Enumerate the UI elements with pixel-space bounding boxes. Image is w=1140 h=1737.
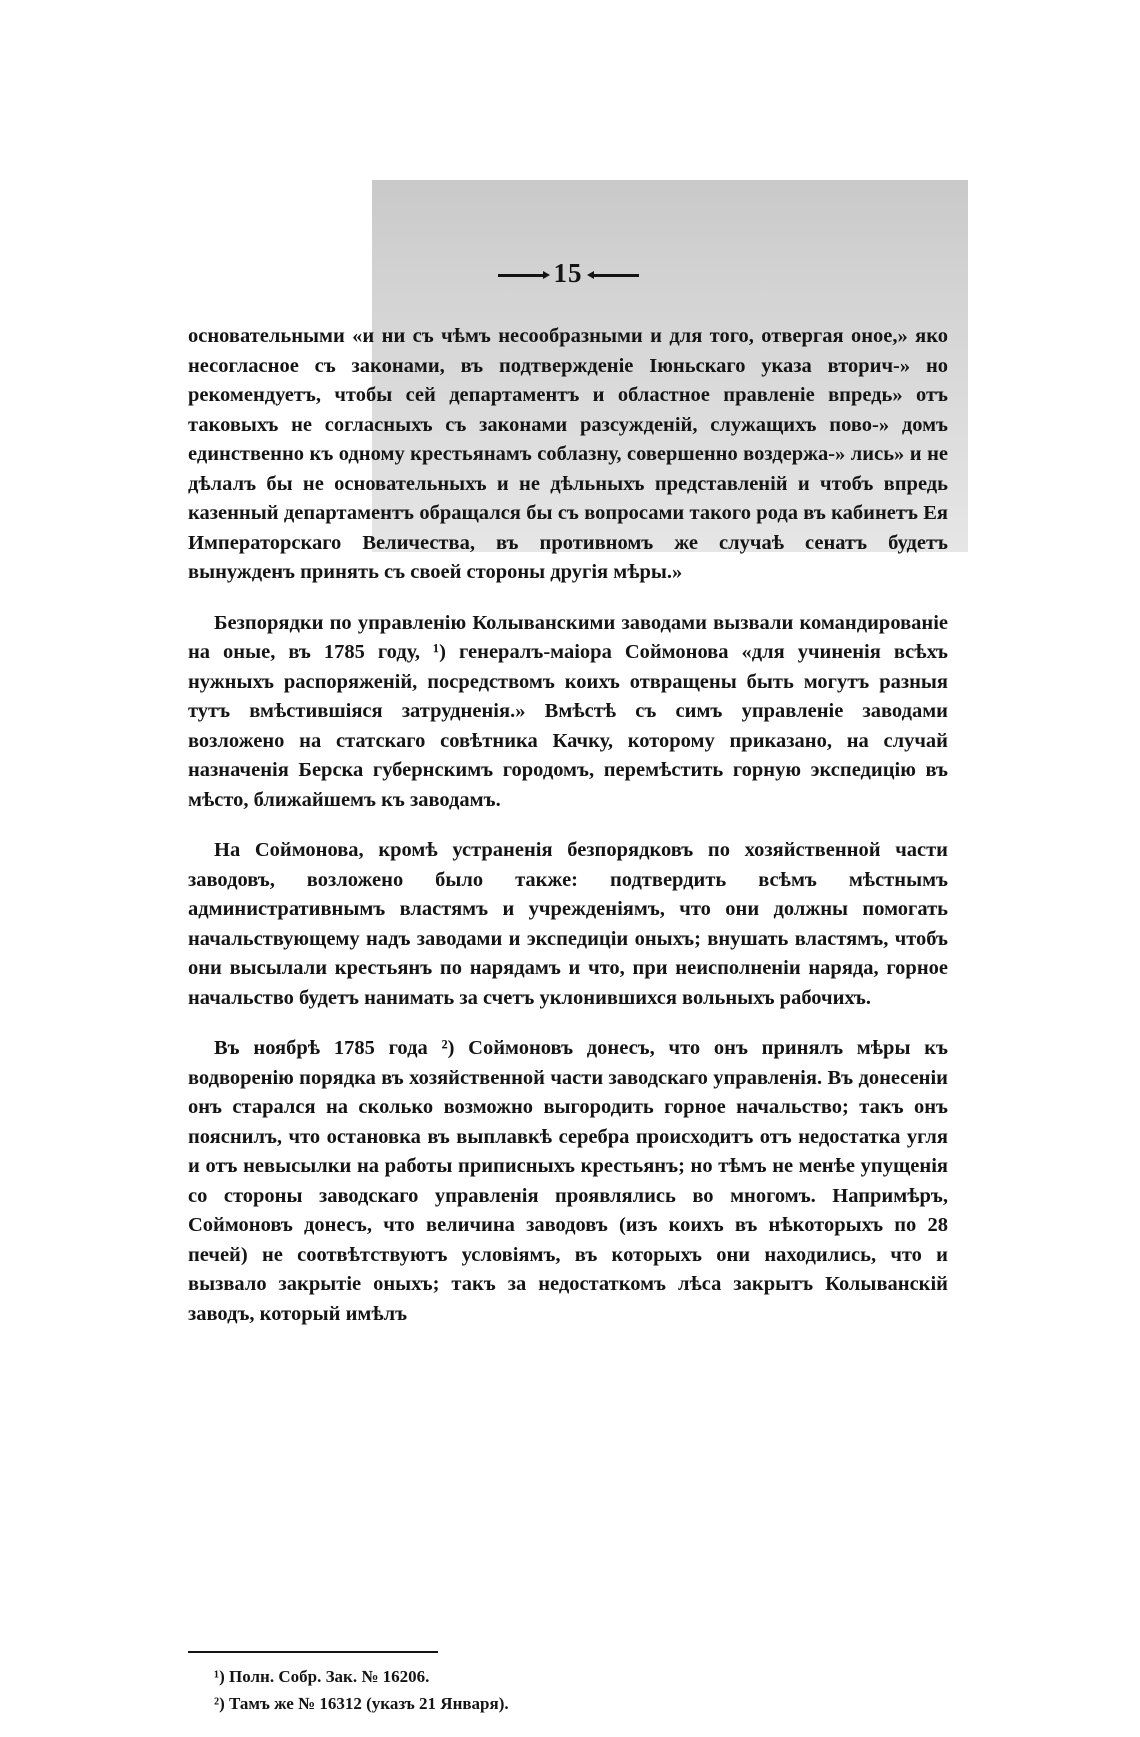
- footnotes: [214, 1663, 934, 1717]
- paragraph-continued: основательными «и ни съ чѣмъ несообразными и для того, отвергая оное,» яко несогласное съ законами, въ подтвержденіе Іюньскаго указа вторич-» но рекомендуетъ, чтобы сей департаментъ и областное правленіе впредь» отъ таковыхъ не согласныхъ съ законами разсужденій, служащихъ пово-» домъ единственно къ одному крестьянамъ соблазну, совершенно воздержа-» лись» и не дѣлалъ бы не основательныхъ и не дѣльныхъ представленій и чтобъ впредь казенный департаментъ обращался бы съ вопросами такого рода въ кабинетъ Ея Императорскаго Величества, въ противномъ же случаѣ сенатъ будетъ вынужденъ принять съ своей стороны другія мѣры.»: [188, 325, 948, 583]
- footnote-item: ¹) Полн. Собр. Зак. № 16206.: [214, 1667, 430, 1686]
- page-number-label: 15: [553, 258, 583, 288]
- page-body: [188, 322, 948, 1350]
- footnote-item: ²) Тамъ же № 16312 (указъ 21 Января).: [214, 1694, 509, 1713]
- paragraph: Безпорядки по управленію Колыванскими заводами вызвали командированіе на оные, въ 1785 году, ¹) генералъ-маіора Соймонова «для учиненія всѣхъ нужныхъ распоряженій, посредствомъ коихъ отвращены быть могутъ разныя тутъ вмѣстившіяся затрудненія.» Вмѣстѣ съ симъ управленіе заводами возложено на статскаго совѣтника Качку, которому приказано, на случай назначенія Берска губернскимъ городомъ, перемѣстить горную экспедицію въ мѣсто, ближайшемъ къ заводамъ.: [188, 611, 948, 811]
- page-number: [188, 258, 948, 289]
- paragraph: Въ ноябрѣ 1785 года ²) Соймоновъ донесъ, что онъ принялъ мѣры къ водворенію порядка въ хозяйственной части заводскаго управленія. Въ донесеніи онъ старался на сколько возможно выгородить горное начальство; такъ онъ пояснилъ, что остановка въ выплавкѣ серебра происходитъ отъ недостатка угля и отъ невысылки на работы приписныхъ крестьянъ; но тѣмъ не менѣе упущенія со стороны заводскаго управленія проявлялись во многомъ. Напримѣръ, Соймоновъ донесъ, что величина заводовъ (изъ коихъ въ нѣкоторыхъ по 28 печей) не соотвѣтствуютъ условіямъ, въ которыхъ они находились, что и вызвало закрытіе оныхъ; такъ за недостаткомъ лѣса закрытъ Колыванскій заводъ, который имѣлъ: [188, 1037, 948, 1325]
- footnote-divider: [188, 1651, 438, 1653]
- right-ornament-icon: [593, 274, 639, 277]
- left-ornament-icon: [498, 274, 544, 277]
- paragraph: На Соймонова, кромѣ устраненія безпорядковъ по хозяйственной части заводовъ, возложено было также: подтвердить всѣмъ мѣстнымъ административнымъ властямъ и учрежденіямъ, что они должны помогать начальствующему надъ заводами и экспедиціи оныхъ; внушать властямъ, чтобъ они высылали крестьянъ по нарядамъ и что, при неисполненіи наряда, горное начальство будетъ нанимать за счетъ уклонившихся вольныхъ рабочихъ.: [188, 839, 948, 1009]
